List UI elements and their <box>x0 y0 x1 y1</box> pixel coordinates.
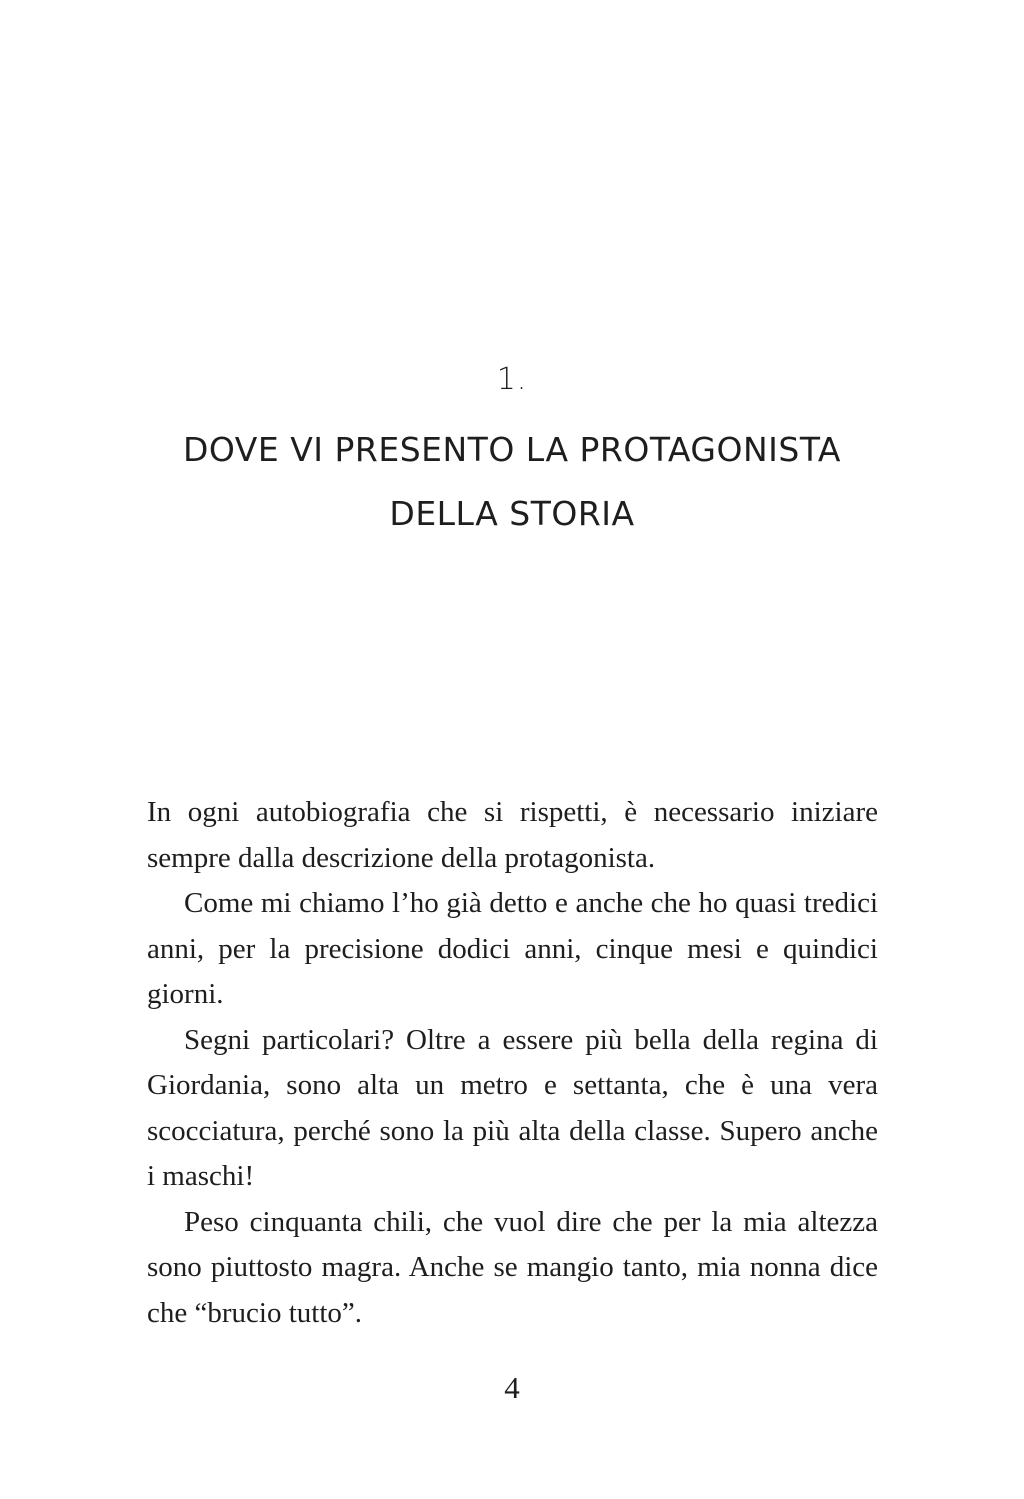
body-text <box>147 790 878 1336</box>
page-number: 4 <box>504 1370 520 1405</box>
chapter-title <box>0 418 1024 546</box>
paragraph-1: In ogni autobiografia che si rispetti, è necessario iniziare sempre dalla descrizione della protagonista. <box>147 796 878 874</box>
paragraph-4: Peso cinquanta chili, che vuol dire che per la mia altezza sono piuttosto magra. Anche se mangio tanto, mia nonna dice che “brucio tutto”. <box>147 1205 878 1329</box>
chapter-title-line-1: DOVE VI PRESENTO LA PROTAGONISTA <box>183 430 841 469</box>
paragraph-2: Come mi chiamo l’ho già detto e anche che ho quasi tredici anni, per la precisione dodici anni, cinque mesi e quindici giorni. <box>147 887 878 1010</box>
chapter-title-line-2: DELLA STORIA <box>389 494 635 533</box>
chapter-number: 1. <box>496 362 528 397</box>
paragraph-3: Segni particolari? Oltre a essere più bella della regina di Giordania, sono alta un metro e settanta, che è una vera scocciatura, perché sono la più alta della classe. Supero anche i maschi! <box>147 1023 878 1192</box>
